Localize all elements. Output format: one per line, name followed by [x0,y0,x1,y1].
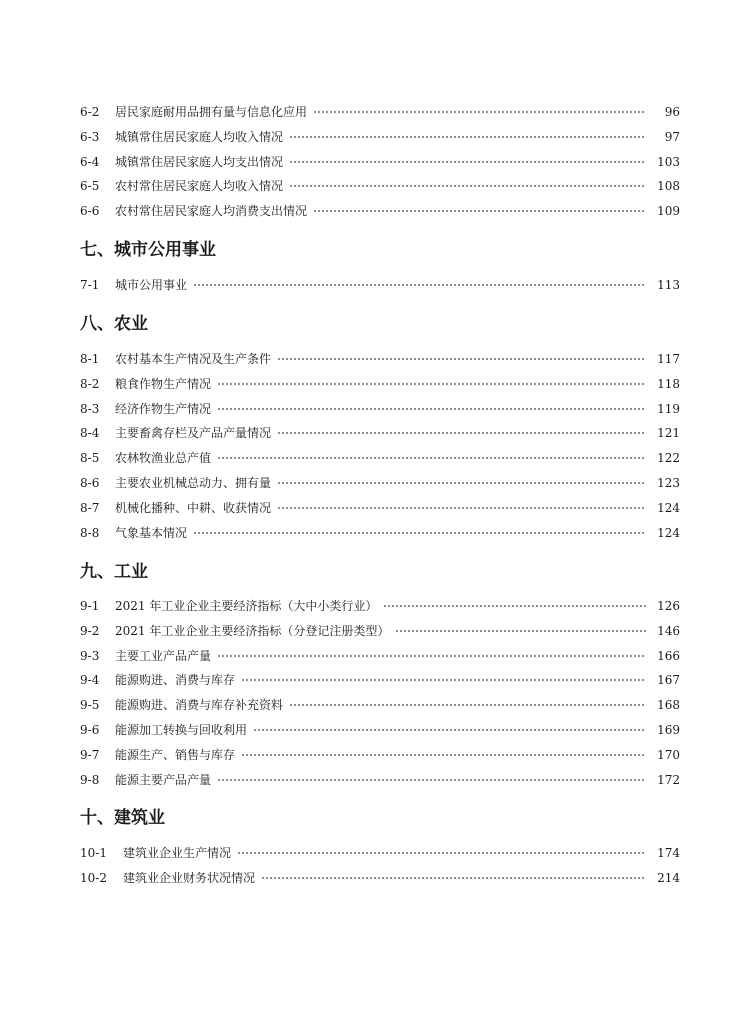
entry-number: 6-5 [80,179,100,194]
entry-title: 建筑业企业财务状况情况 [123,870,256,885]
dot-leader [261,876,646,880]
page-number: 169 [657,723,680,737]
toc-entry[interactable] [80,621,680,641]
entry-number: 6-6 [80,204,100,219]
entry-title: 能源生产、销售与库存 [115,747,236,762]
page-number: 168 [657,698,680,713]
entry-number: 8-3 [80,401,100,416]
entry-number: 10-2 [80,870,107,885]
toc-entry[interactable] [80,843,680,863]
toc-entry[interactable] [80,275,680,295]
dot-leader [217,778,646,782]
page-number: 166 [657,648,680,663]
entry-number: 8-2 [80,376,100,391]
dot-leader [193,531,646,535]
dot-leader [217,654,646,658]
toc-entry[interactable] [80,102,680,122]
page-number: 113 [657,278,680,292]
toc-entry[interactable] [80,349,680,369]
entry-number: 8-6 [80,476,100,490]
toc-entry[interactable] [80,423,680,443]
entry-title: 建筑业企业生产情况 [123,846,232,860]
toc-entry[interactable] [80,127,680,147]
dot-leader [253,728,646,732]
entry-number: 6-2 [80,105,100,119]
page-number: 103 [657,154,680,169]
entry-number: 7-1 [80,278,100,292]
toc-entry[interactable] [80,770,680,790]
entry-title: 2021 年工业企业主要经济指标（大中小类行业） [115,599,378,613]
toc-entry[interactable] [80,523,680,543]
page-number: 109 [657,204,680,219]
dot-leader [237,851,646,855]
dot-leader [289,160,646,164]
dot-leader [193,283,646,287]
entry-number: 9-3 [80,648,100,663]
entry-title: 城市公用事业 [115,278,188,292]
dot-leader [289,135,646,139]
entry-number: 8-8 [80,525,100,540]
dot-leader [289,184,646,188]
entry-number: 9-8 [80,772,100,787]
entry-title: 农村基本生产情况及生产条件 [115,352,272,366]
toc-entry[interactable] [80,201,680,221]
toc-entry[interactable] [80,745,680,765]
toc-entry[interactable] [80,646,680,666]
entry-title: 主要农业机械总动力、拥有量 [115,476,272,490]
page-number: 146 [657,623,680,638]
page-number: 123 [657,476,680,490]
page-number: 96 [664,105,680,119]
toc-entry[interactable] [80,720,680,740]
dot-leader [313,110,646,114]
entry-title: 农村常住居民家庭人均收入情况 [115,179,284,194]
entry-number: 9-2 [80,623,100,638]
dot-leader [217,456,646,460]
toc-entry[interactable] [80,399,680,419]
section-heading: 九、工业 [80,562,148,582]
entry-number: 10-1 [80,846,107,860]
entry-title: 居民家庭耐用品拥有量与信息化应用 [115,105,308,119]
toc-entry[interactable] [80,448,680,468]
entry-number: 6-4 [80,154,100,169]
entry-title: 城镇常住居民家庭人均收入情况 [115,129,284,144]
entry-title: 能源主要产品产量 [115,772,212,787]
dot-leader [395,629,646,633]
page-number: 124 [657,525,680,540]
section-heading: 七、城市公用事业 [80,240,216,260]
page-number: 172 [657,772,680,787]
dot-leader [277,431,646,435]
entry-title: 主要工业产品产量 [115,648,212,663]
entry-number: 8-4 [80,426,100,441]
dot-leader [217,407,646,411]
entry-number: 9-6 [80,723,100,737]
entry-title: 能源购进、消费与库存补充资料 [115,698,284,713]
page-number: 118 [657,376,680,391]
dot-leader [277,506,646,510]
entry-title: 主要畜禽存栏及产品产量情况 [115,426,272,441]
entry-title: 经济作物生产情况 [115,401,212,416]
entry-title: 能源购进、消费与库存 [115,673,236,688]
entry-number: 8-5 [80,451,100,466]
toc-entry[interactable] [80,596,680,616]
entry-title: 农林牧渔业总产值 [115,451,212,466]
section-heading: 十、建筑业 [80,808,165,828]
page-number: 167 [657,673,680,688]
page-number: 174 [657,846,680,860]
dot-leader [277,481,646,485]
entry-number: 9-5 [80,698,100,713]
page-number: 108 [657,179,680,194]
dot-leader [383,604,646,608]
page-number: 117 [657,352,680,366]
toc-entry[interactable] [80,176,680,196]
toc-entry[interactable] [80,695,680,715]
toc-entry[interactable] [80,498,680,518]
page-number: 214 [657,870,680,885]
page-number: 124 [657,500,680,515]
entry-title: 机械化播种、中耕、收获情况 [115,500,272,515]
dot-leader [289,703,646,707]
page-number: 121 [657,426,680,441]
entry-title: 粮食作物生产情况 [115,376,212,391]
page-number: 122 [657,451,680,466]
toc-entry[interactable] [80,670,680,690]
page-number: 126 [657,599,680,613]
page-number: 170 [657,747,680,762]
dot-leader [277,357,646,361]
dot-leader [313,209,646,213]
dot-leader [241,678,646,682]
toc-entry[interactable] [80,473,680,493]
section-heading: 八、农业 [80,314,148,334]
entry-number: 8-7 [80,500,100,515]
entry-title: 城镇常住居民家庭人均支出情况 [115,154,284,169]
dot-leader [241,753,646,757]
entry-number: 8-1 [80,352,100,366]
entry-title: 能源加工转换与回收利用 [115,723,248,737]
toc-entry[interactable] [80,868,680,888]
entry-number: 9-4 [80,673,100,688]
toc-entry[interactable] [80,152,680,172]
dot-leader [217,382,646,386]
page-number: 119 [657,401,680,416]
entry-title: 农村常住居民家庭人均消费支出情况 [115,204,308,219]
page-number: 97 [664,129,680,144]
entry-title: 2021 年工业企业主要经济指标（分登记注册类型） [115,623,390,638]
entry-title: 气象基本情况 [115,525,188,540]
entry-number: 9-7 [80,747,100,762]
entry-number: 9-1 [80,599,100,613]
entry-number: 6-3 [80,129,100,144]
toc-entry[interactable] [80,374,680,394]
